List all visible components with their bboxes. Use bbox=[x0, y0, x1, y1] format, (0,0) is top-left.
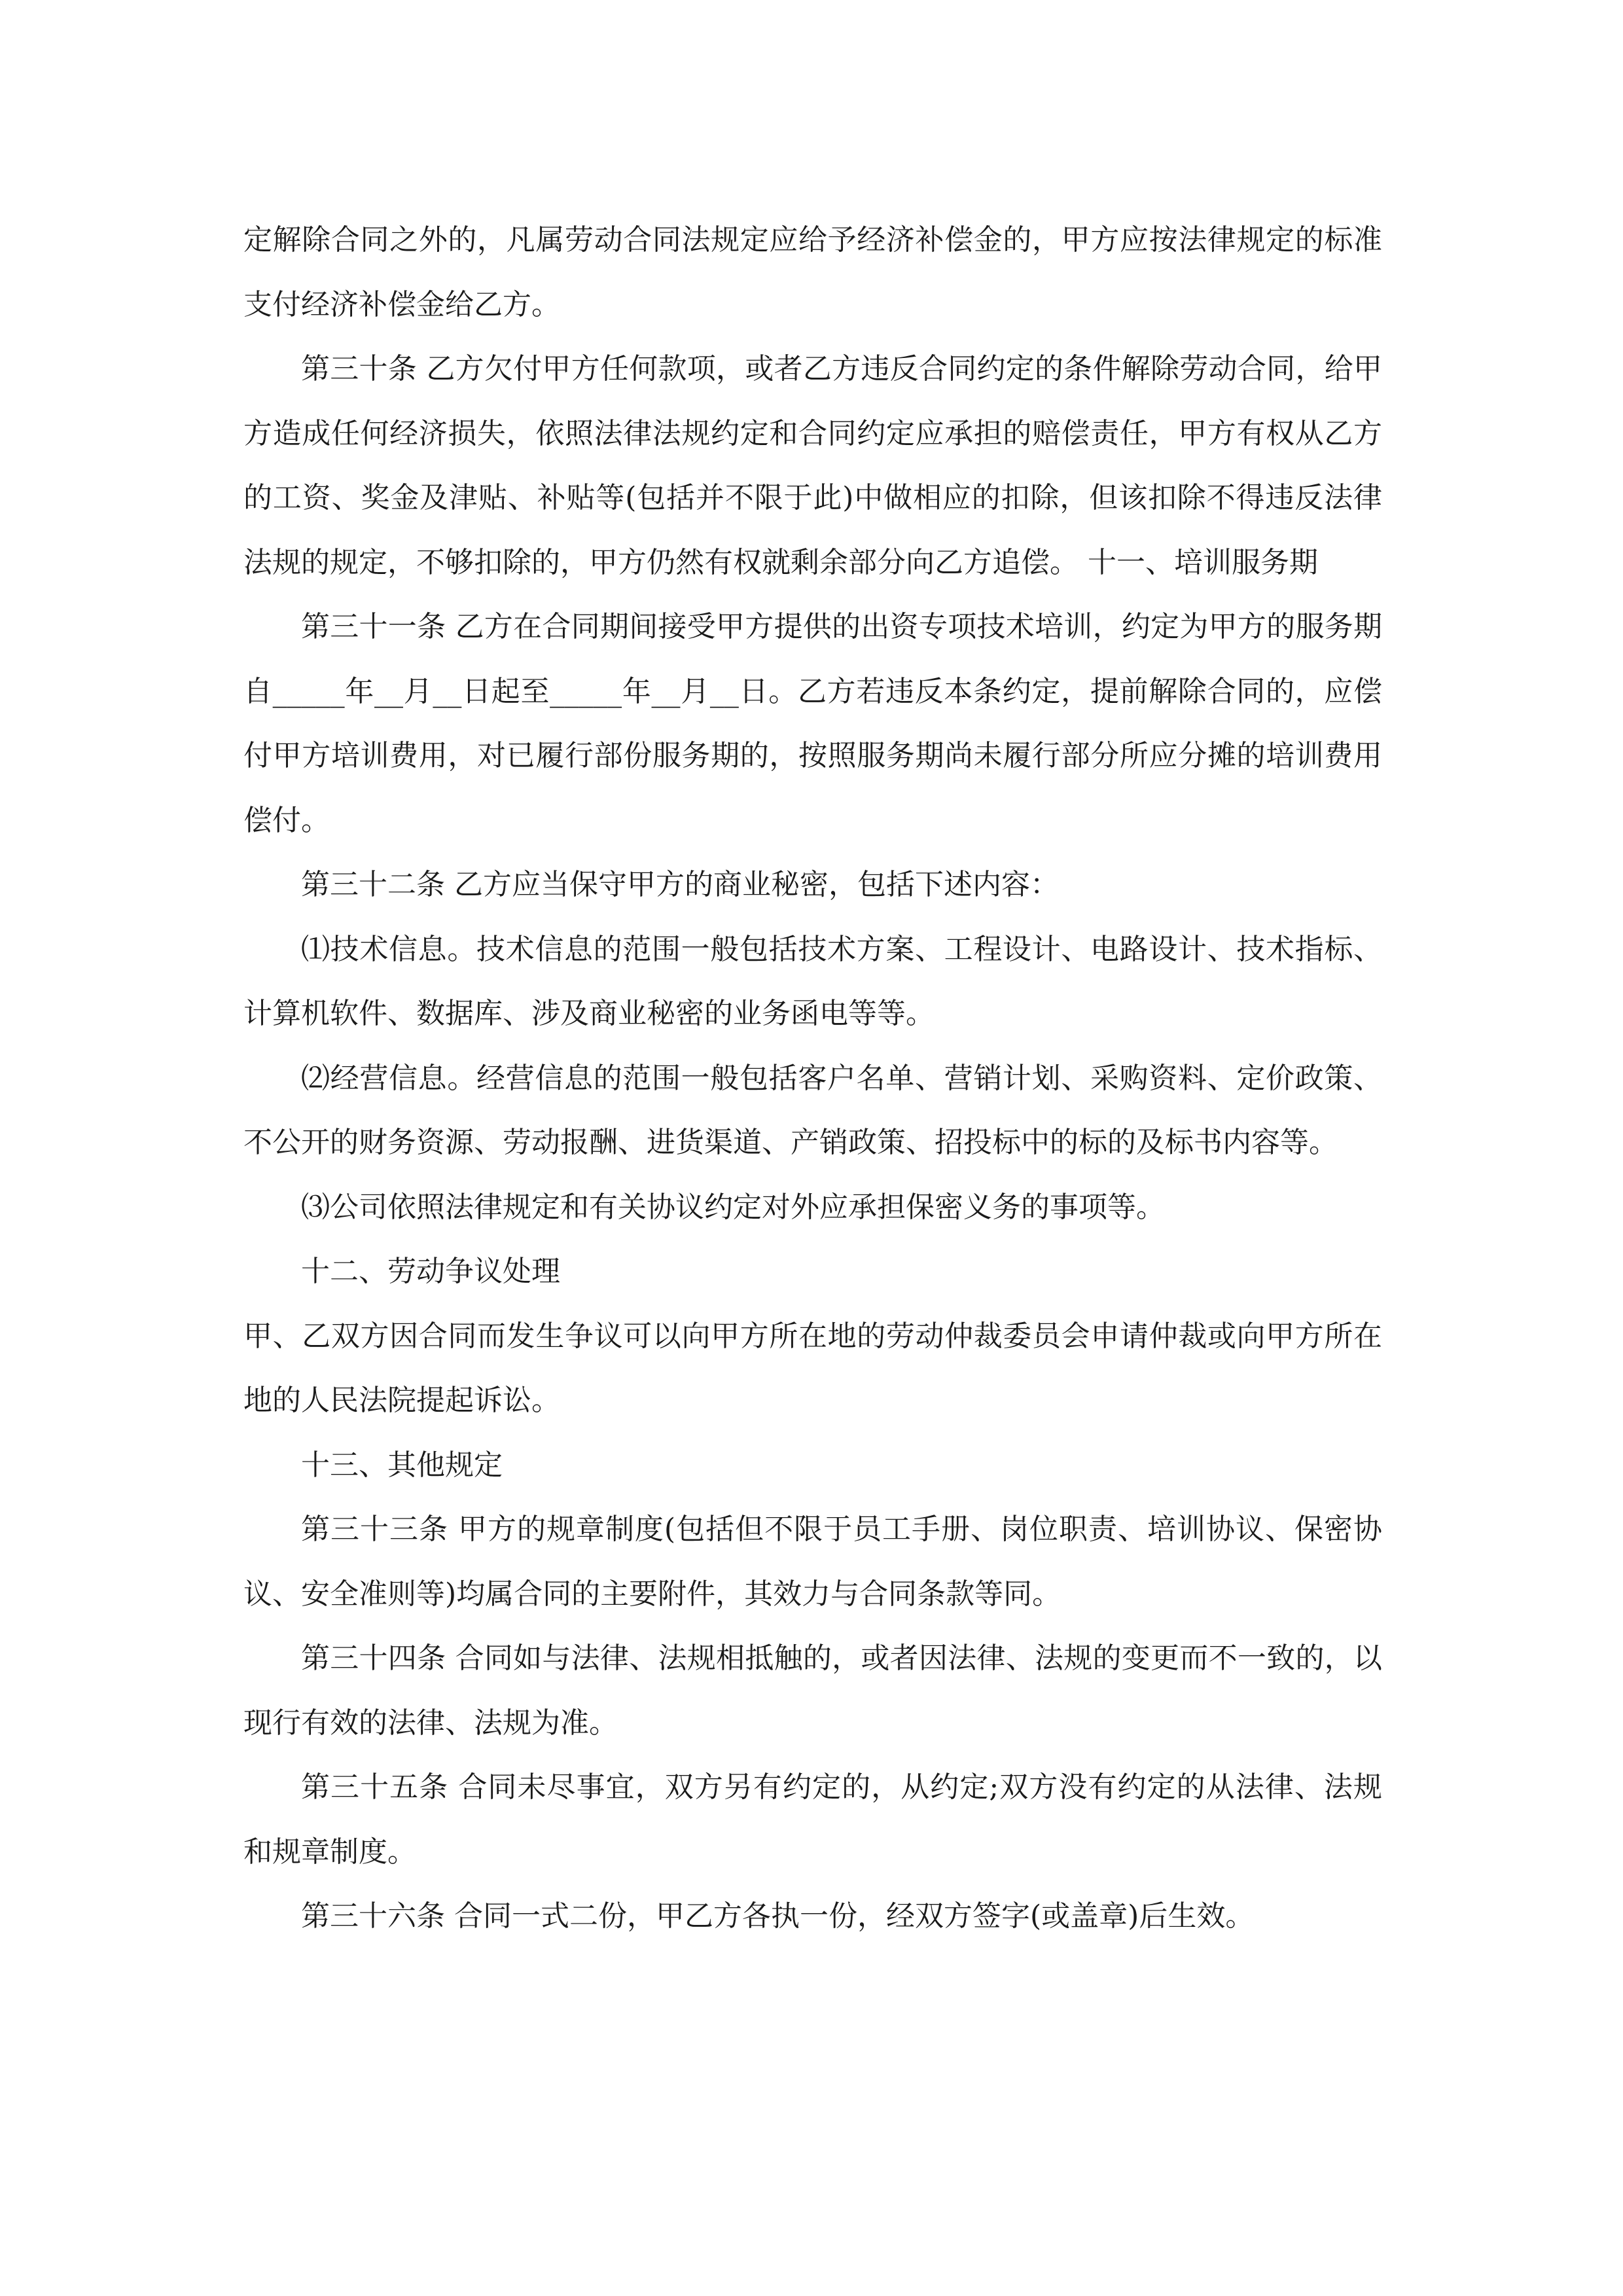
paragraph-dispute-resolution: 甲、乙双方因合同而发生争议可以向甲方所在地的劳动仲裁委员会申请仲裁或向甲方所在地的人民法院提起诉讼。 bbox=[243, 1319, 1382, 1417]
paragraph-continuation: 定解除合同之外的，凡属劳动合同法规定应给予经济补偿金的，甲方应按法律规定的标准支付经济补偿金给乙方。 bbox=[243, 223, 1382, 321]
section-heading-labor-disputes: 十二、劳动争议处理 bbox=[301, 1255, 560, 1288]
paragraph-article-36: 第三十六条 合同一式二份，甲乙方各执一份，经双方签字(或盖章)后生效。 bbox=[301, 1899, 1255, 1933]
document-body bbox=[243, 208, 1382, 1949]
paragraph-article-30: 第三十条 乙方欠付甲方任何款项，或者乙方违反合同约定的条件解除劳动合同，给甲方造成任何经济损失，依照法律法规约定和合同约定应承担的赔偿责任，甲方有权从乙方的工资、奖金及津贴、补贴等(包括并不限于此)中做相应的扣除，但该扣除不得违反法律法规的规定，不够扣除的，甲方仍然有权就剩余部分向乙方追偿。 十一、培训服务期 bbox=[243, 352, 1382, 579]
paragraph-article-32: 第三十二条 乙方应当保守甲方的商业秘密，包括下述内容： bbox=[301, 868, 1059, 901]
section-heading-other-provisions: 十三、其他规定 bbox=[301, 1448, 503, 1482]
paragraph-technical-info: ⑴技术信息。技术信息的范围一般包括技术方案、工程设计、电路设计、技术指标、计算机软件、数据库、涉及商业秘密的业务函电等等。 bbox=[243, 932, 1382, 1030]
paragraph-article-33: 第三十三条 甲方的规章制度(包括但不限于员工手册、岗位职责、培训协议、保密协议、安全准则等)均属合同的主要附件，其效力与合同条款等同。 bbox=[243, 1513, 1382, 1611]
paragraph-business-info: ⑵经营信息。经营信息的范围一般包括客户名单、营销计划、采购资料、定价政策、不公开的财务资源、劳动报酬、进货渠道、产销政策、招投标中的标的及标书内容等。 bbox=[243, 1061, 1382, 1159]
paragraph-article-31: 第三十一条 乙方在合同期间接受甲方提供的出资专项技术培训，约定为甲方的服务期自_____年__月__日起至_____年__月__日。乙方若违反本条约定，提前解除合同的，应偿付甲方培训费用，对已履行部份服务期的，按照服务期尚未履行部分所应分摊的培训费用偿付。 bbox=[243, 610, 1382, 837]
paragraph-confidential-duty: ⑶公司依照法律规定和有关协议约定对外应承担保密义务的事项等。 bbox=[301, 1190, 1165, 1224]
paragraph-article-35: 第三十五条 合同未尽事宜，双方另有约定的，从约定;双方没有约定的从法律、法规和规章制度。 bbox=[243, 1770, 1382, 1869]
paragraph-article-34: 第三十四条 合同如与法律、法规相抵触的，或者因法律、法规的变更而不一致的，以现行有效的法律、法规为准。 bbox=[243, 1641, 1382, 1740]
